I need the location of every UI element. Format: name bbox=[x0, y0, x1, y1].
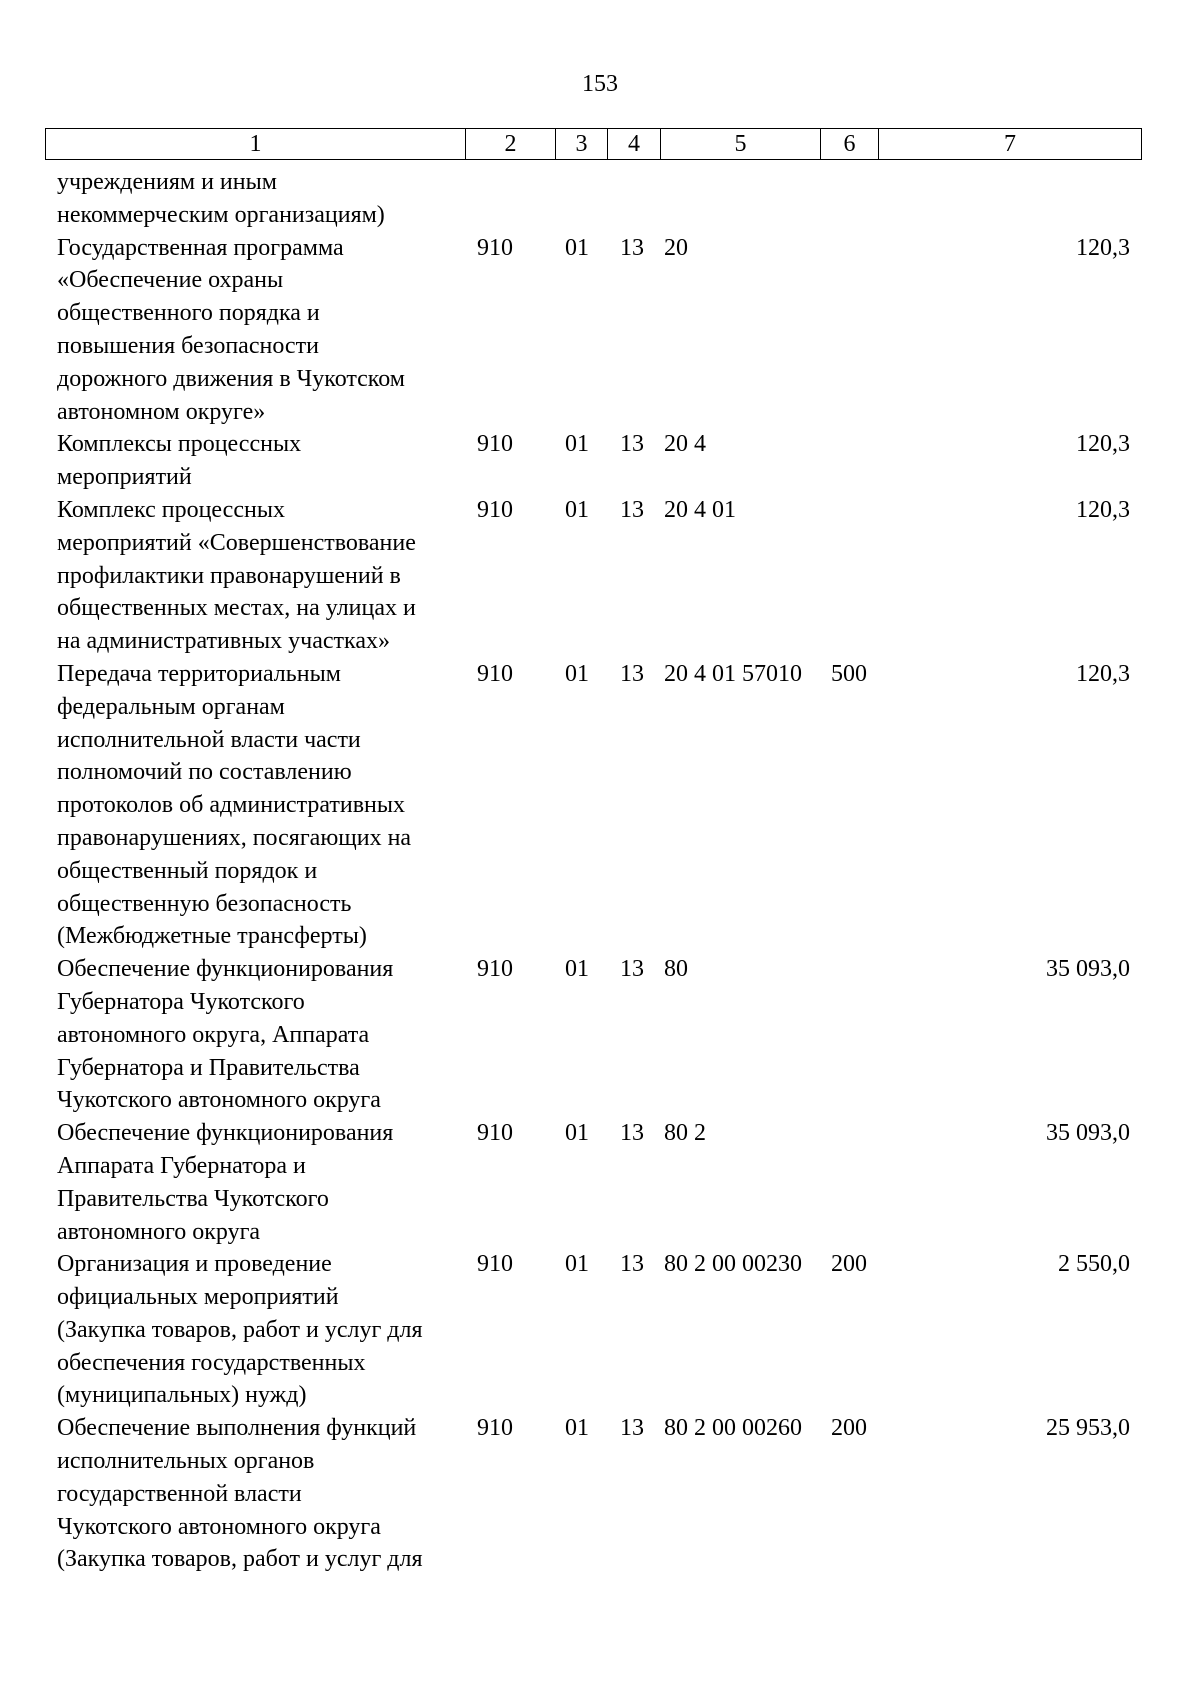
row-code-expense-type bbox=[820, 953, 878, 1117]
description-line: Чукотского автономного округа bbox=[57, 1087, 381, 1114]
description-line: Губернатора и Правительства bbox=[57, 1054, 360, 1081]
table-row bbox=[45, 428, 1141, 494]
table-row bbox=[45, 658, 1141, 953]
row-description bbox=[45, 232, 465, 429]
row-amount: 25 953,0 bbox=[1046, 1415, 1130, 1442]
description-line: Обеспечение выполнения функций bbox=[57, 1415, 417, 1442]
row-code-expense-type: 200 bbox=[831, 1251, 867, 1278]
description-line: мероприятий «Совершенствование bbox=[57, 529, 416, 556]
row-code-ministry bbox=[465, 166, 555, 232]
description-line: «Обеспечение охраны bbox=[57, 267, 284, 294]
column-header-6: 6 bbox=[821, 129, 879, 160]
row-code-subsection: 13 bbox=[620, 1415, 644, 1442]
row-code-expense-type bbox=[820, 232, 878, 429]
description-line: общественный порядок и bbox=[57, 857, 318, 884]
row-code-subsection: 13 bbox=[620, 660, 644, 687]
description-line: общественного порядка и bbox=[57, 300, 320, 327]
row-code-target-item: 80 2 bbox=[664, 1120, 706, 1147]
description-line: Чукотского автономного округа bbox=[57, 1513, 381, 1540]
row-code-target-item: 80 2 00 00260 bbox=[664, 1415, 802, 1442]
row-code-ministry: 910 bbox=[477, 1415, 513, 1442]
row-code-target-item bbox=[660, 166, 820, 232]
description-line: (Закупка товаров, работ и услуг для bbox=[57, 1546, 423, 1573]
description-line: Комплекс процессных bbox=[57, 496, 285, 523]
row-code-ministry: 910 bbox=[477, 956, 513, 983]
row-code-target-item: 80 bbox=[664, 956, 688, 983]
table-row bbox=[45, 166, 1141, 232]
description-line: профилактики правонарушений в bbox=[57, 562, 401, 589]
row-description bbox=[45, 1412, 465, 1576]
description-line: Правительства Чукотского bbox=[57, 1185, 329, 1212]
row-code-ministry: 910 bbox=[477, 1120, 513, 1147]
column-header-5: 5 bbox=[661, 129, 821, 160]
description-line: Обеспечение функционирования bbox=[57, 1120, 394, 1147]
description-line: учреждениям и иным bbox=[57, 169, 277, 195]
row-amount: 120,3 bbox=[1076, 496, 1130, 523]
row-amount: 2 550,0 bbox=[1058, 1251, 1130, 1278]
description-line: исполнительной власти части bbox=[57, 726, 361, 753]
row-code-target-item: 20 bbox=[664, 234, 688, 261]
row-code-ministry: 910 bbox=[477, 234, 513, 261]
row-code-section: 01 bbox=[565, 956, 589, 983]
description-line: общественных местах, на улицах и bbox=[57, 595, 416, 622]
row-code-expense-type bbox=[820, 494, 878, 658]
row-code-subsection: 13 bbox=[620, 431, 644, 458]
row-code-expense-type bbox=[820, 166, 878, 232]
column-header-row bbox=[46, 129, 1142, 160]
row-code-subsection: 13 bbox=[620, 956, 644, 983]
row-code-subsection: 13 bbox=[620, 1120, 644, 1147]
row-description bbox=[45, 494, 465, 658]
row-code-section: 01 bbox=[565, 234, 589, 261]
row-amount bbox=[878, 166, 1141, 232]
row-description bbox=[45, 953, 465, 1117]
row-description bbox=[45, 1248, 465, 1412]
description-line: (Закупка товаров, работ и услуг для bbox=[57, 1316, 423, 1343]
row-amount: 120,3 bbox=[1076, 660, 1130, 687]
table-row bbox=[45, 1117, 1141, 1248]
budget-table-body bbox=[45, 166, 1141, 1576]
description-line: автономного округа, Аппарата bbox=[57, 1021, 370, 1048]
description-line: полномочий по составлению bbox=[57, 759, 352, 786]
row-code-section: 01 bbox=[565, 496, 589, 523]
row-code-section: 01 bbox=[565, 1415, 589, 1442]
description-line: некоммерческим организациям) bbox=[57, 201, 385, 228]
description-line: обеспечения государственных bbox=[57, 1349, 366, 1376]
row-code-section bbox=[555, 166, 607, 232]
description-line: правонарушениях, посягающих на bbox=[57, 824, 412, 851]
row-code-ministry: 910 bbox=[477, 496, 513, 523]
description-line: (Межбюджетные трансферты) bbox=[57, 923, 367, 950]
row-code-ministry: 910 bbox=[477, 1251, 513, 1278]
description-line: федеральным органам bbox=[57, 693, 285, 720]
table-row bbox=[45, 494, 1141, 658]
column-header-table bbox=[45, 128, 1142, 160]
row-code-subsection: 13 bbox=[620, 1251, 644, 1278]
budget-table bbox=[45, 166, 1141, 1576]
description-line: автономном округе» bbox=[57, 398, 266, 425]
description-line: повышения безопасности bbox=[57, 332, 319, 359]
table-row bbox=[45, 1248, 1141, 1412]
row-amount: 120,3 bbox=[1076, 234, 1130, 261]
description-line: Организация и проведение bbox=[57, 1251, 332, 1278]
column-header-1: 1 bbox=[46, 129, 466, 160]
row-code-ministry: 910 bbox=[477, 660, 513, 687]
description-line: Государственная программа bbox=[57, 234, 344, 261]
row-code-expense-type bbox=[820, 428, 878, 494]
table-row bbox=[45, 1412, 1141, 1576]
row-description bbox=[45, 1117, 465, 1248]
description-line: Губернатора Чукотского bbox=[57, 988, 305, 1015]
row-amount: 120,3 bbox=[1076, 431, 1130, 458]
row-description bbox=[45, 428, 465, 494]
table-row bbox=[45, 953, 1141, 1117]
description-line: общественную безопасность bbox=[57, 890, 352, 917]
description-line: протоколов об административных bbox=[57, 792, 406, 819]
column-header-4: 4 bbox=[608, 129, 661, 160]
description-line: Аппарата Губернатора и bbox=[57, 1152, 306, 1179]
column-header-2: 2 bbox=[466, 129, 556, 160]
description-line: на административных участках» bbox=[57, 628, 390, 655]
row-code-subsection: 13 bbox=[620, 496, 644, 523]
column-header-7: 7 bbox=[879, 129, 1142, 160]
row-code-section: 01 bbox=[565, 660, 589, 687]
row-code-target-item: 20 4 bbox=[664, 431, 706, 458]
page-number: 153 bbox=[582, 71, 618, 97]
description-line: Комплексы процессных bbox=[57, 431, 302, 458]
row-code-ministry: 910 bbox=[477, 431, 513, 458]
table-row bbox=[45, 232, 1141, 429]
row-code-section: 01 bbox=[565, 431, 589, 458]
description-line: автономного округа bbox=[57, 1218, 261, 1245]
description-line: (муниципальных) нужд) bbox=[57, 1382, 307, 1409]
description-line: мероприятий bbox=[57, 464, 192, 491]
row-code-target-item: 20 4 01 57010 bbox=[664, 660, 802, 687]
column-header-3: 3 bbox=[556, 129, 608, 160]
row-code-expense-type: 500 bbox=[831, 660, 867, 687]
row-code-expense-type: 200 bbox=[831, 1415, 867, 1442]
row-code-subsection: 13 bbox=[620, 234, 644, 261]
row-amount: 35 093,0 bbox=[1046, 956, 1130, 983]
row-code-subsection bbox=[607, 166, 660, 232]
row-amount: 35 093,0 bbox=[1046, 1120, 1130, 1147]
description-line: дорожного движения в Чукотском bbox=[57, 365, 405, 392]
row-code-target-item: 80 2 00 00230 bbox=[664, 1251, 802, 1278]
row-code-expense-type bbox=[820, 1117, 878, 1248]
description-line: Обеспечение функционирования bbox=[57, 956, 394, 983]
row-code-target-item: 20 4 01 bbox=[664, 496, 736, 523]
row-code-section: 01 bbox=[565, 1251, 589, 1278]
row-code-section: 01 bbox=[565, 1120, 589, 1147]
description-line: исполнительных органов bbox=[57, 1448, 315, 1475]
description-line: государственной власти bbox=[57, 1480, 302, 1507]
row-description bbox=[45, 166, 465, 232]
description-line: Передача территориальным bbox=[57, 660, 341, 687]
row-description bbox=[45, 658, 465, 953]
description-line: официальных мероприятий bbox=[57, 1284, 339, 1311]
